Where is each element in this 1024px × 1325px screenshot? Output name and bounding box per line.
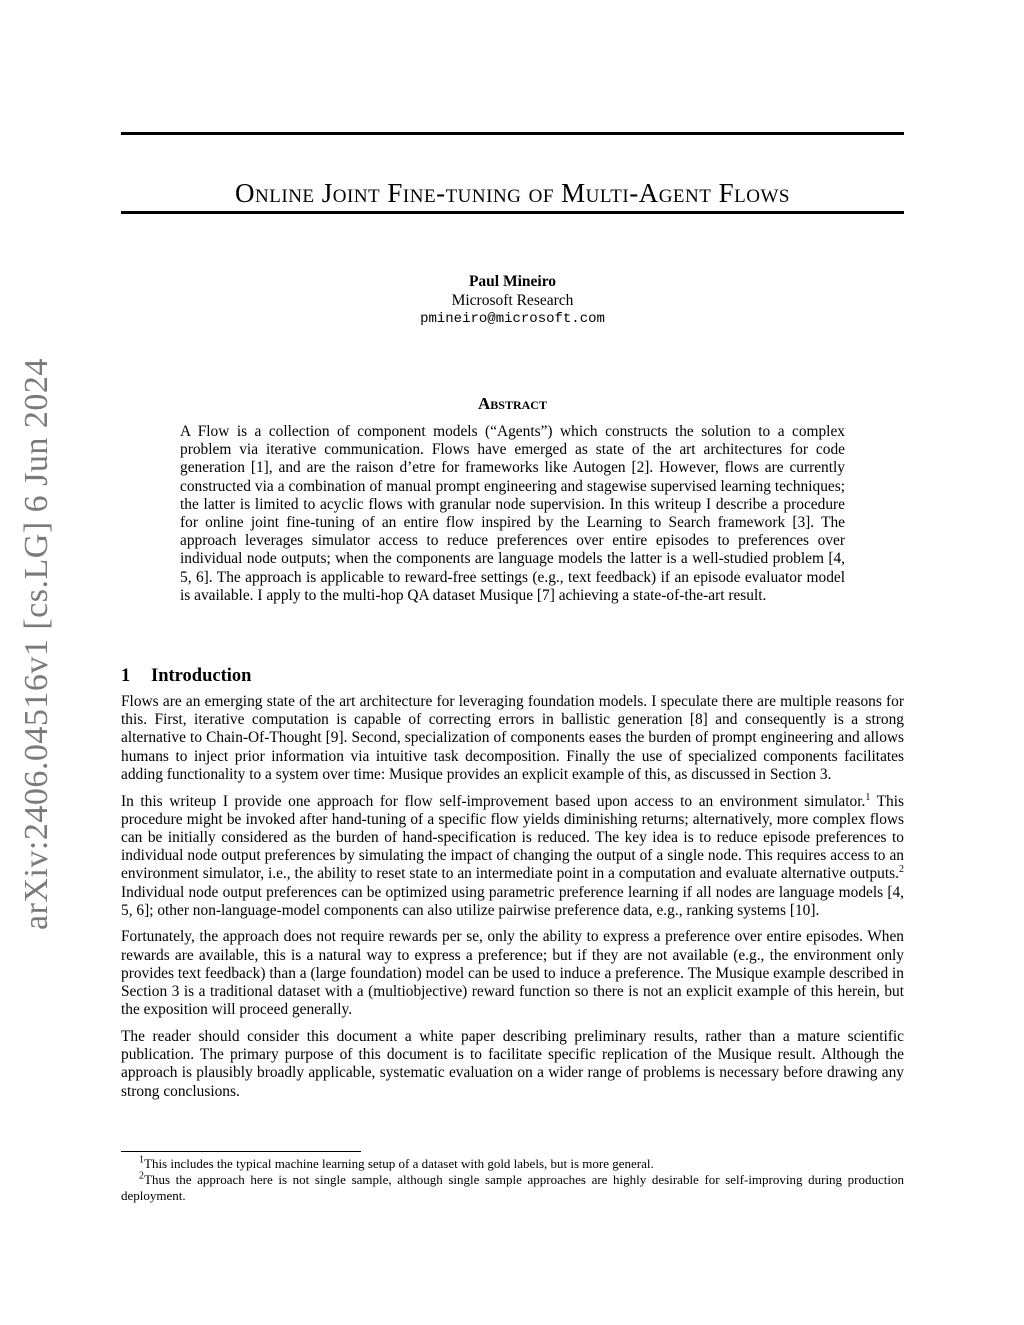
abstract-text: A Flow is a collection of component models (“Agents”) which constructs the solution to a complex problem via iterative communication. Flows have emerged as state of the art architectures for code generation [1], and are the raison d’etre for frameworks like Autogen [2]. However, flows are currently constructed via a combination of manual prompt engineering and stagewise supervised learning techniques; the latter is limited to acyclic flows with granular node supervision. In this writeup I describe a procedure for online joint fine-tuning of an entire flow inspired by the Learning to Search framework [3]. The approach leverages simulator access to reduce preferences over entire episodes to preferences over individual node outputs; when the components are language models the latter is a well-studied problem [4, 5, 6]. The approach is applicable to reward-free settings (e.g., text feedback) if an episode evaluator model is available. I apply to the multi-hop QA dataset Musique [7] achieving a state-of-the-art result. [180, 423, 845, 604]
section-number: 1 [121, 666, 131, 687]
title-rule-top [121, 132, 904, 135]
footnote-mark: 1 [139, 1154, 144, 1166]
paragraph-text: In this writeup I provide one approach for flow self-improvement based upon access to an environment simulator. [121, 792, 866, 810]
footnote-text: This includes the typical machine learning setup of a dataset with gold labels, but is more general. [144, 1156, 654, 1171]
author-email: pmineiro@microsoft.com [420, 311, 605, 327]
paragraph: Fortunately, the approach does not require rewards per se, only the ability to express a preference over entire episodes. When rewards are available, this is a natural way to express a preference; but if they are not available (e.g., the environment only provides text feedback) than a (large foundation) model can be used to induce a preference. The Musique example described in Section 3 is a traditional dataset with a (multiobjective) reward function so there is not an explicit example of this herein, but the exposition will proceed generally. [121, 928, 904, 1019]
footnote-ref[interactable]: 1 [865, 791, 871, 803]
footnotes [121, 1156, 904, 1204]
section-title: Introduction [151, 666, 252, 687]
paper-title: Online Joint Fine-tuning of Multi-Agent Flows [235, 178, 790, 209]
footnote-text: Thus the approach here is not single sample, although single sample approaches are highly desirable for self-improving during production deployment. [121, 1172, 904, 1203]
abstract-heading: Abstract [478, 394, 547, 413]
footnote-ref[interactable]: 2 [899, 864, 904, 876]
paragraph [121, 793, 904, 920]
author-block [121, 272, 904, 329]
footnote-rule [121, 1151, 361, 1152]
author-affiliation: Microsoft Research [451, 292, 574, 309]
footnote-mark: 2 [139, 1170, 144, 1182]
footnote [121, 1156, 904, 1172]
author-name: Paul Mineiro [468, 273, 557, 290]
footnote [121, 1172, 904, 1204]
paragraph: The reader should consider this document a white paper describing preliminary results, rather than a mature scientific publication. The primary purpose of this document is to facilitate specific replication of the Musique result. Although the approach is plausibly broadly applicable, systematic evaluation on a wider range of problems is necessary before drawing any strong conclusions. [121, 1027, 904, 1100]
paragraph-text: This procedure might be invoked after hand-tuning of a specific flow yields diminishing returns; alternatively, more complex flows can be initially considered as the burden of hand-specification is reduced. The key idea is to reduce episode preferences to individual node output preferences by simulating the impact of changing the output of a single node. This requires access to an environment simulator, i.e., the ability to reset state to an intermediate point in a computation and evaluate alternative outputs. [121, 792, 904, 883]
paragraph: Flows are an emerging state of the art architecture for leveraging foundation models. I speculate there are multiple reasons for this. First, iterative computation is capable of correcting errors in ballistic generation [8] and consequently is a strong alternative to Chain-Of-Thought [9]. Second, specialization of components eases the burden of prompt engineering and allows humans to inject prior information via intuitive task decomposition. Finally the use of specialized components facilitates adding functionality to a system over time: Musique provides an explicit example of this, as discussed in Section 3. [121, 693, 904, 783]
body-text [121, 693, 904, 1109]
paragraph-text: Individual node output preferences can be optimized using parametric preference learning if all nodes are language models [4, 5, 6]; other non-language-model components can also utilize pairwise preference data, e.g., ranking systems [10]. [121, 883, 904, 919]
title-rule-bottom [121, 211, 904, 214]
section-heading [121, 666, 904, 687]
arxiv-identifier: arXiv:2406.04516v1 [cs.LG] 6 Jun 2024 [18, 358, 55, 930]
